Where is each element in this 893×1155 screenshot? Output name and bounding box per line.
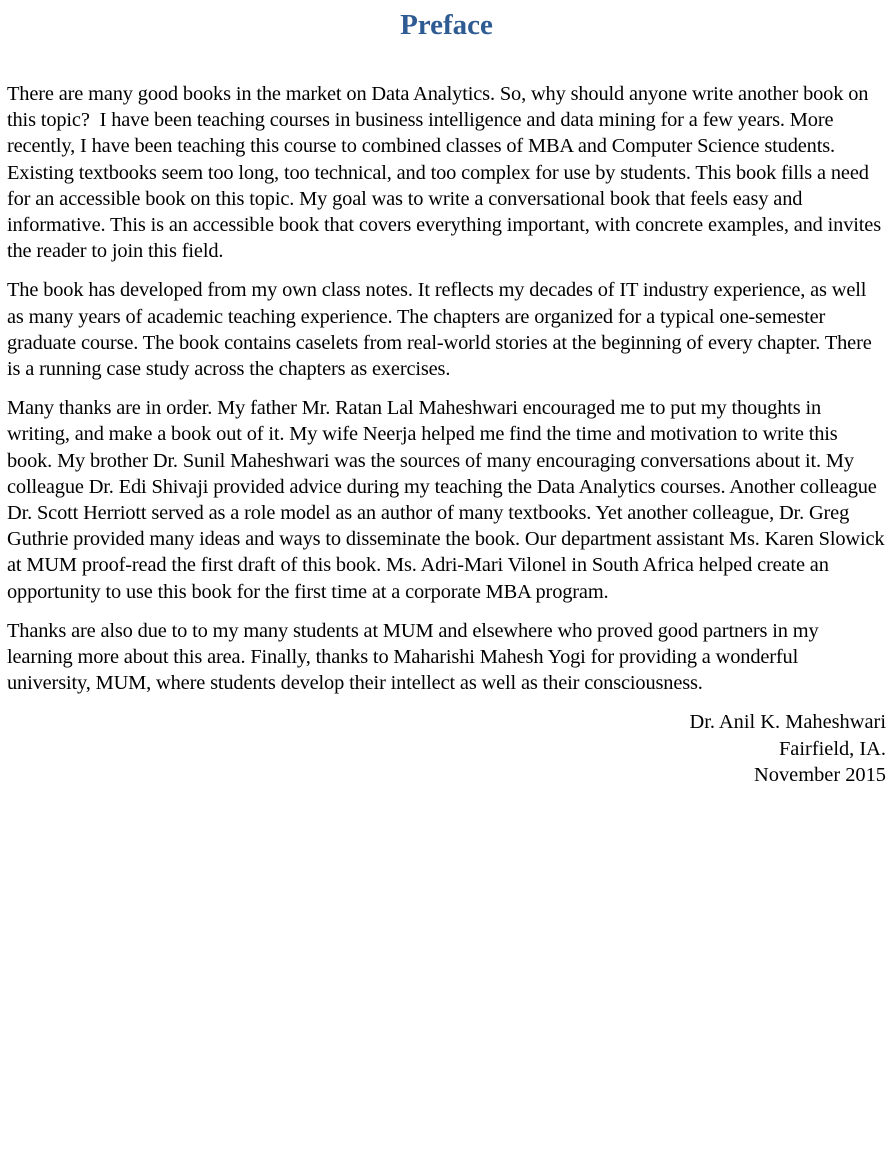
author-location: Fairfield, IA. [778,737,886,760]
page-title: Preface [400,9,493,41]
paragraph-2: The book has developed from my own class notes. It reflects my decades of IT industry experience, as well as many years of academic teaching experience. The chapters are organized for a typical one-semester graduate course. The book contains caselets from real-world stories at the beginning of every chapter. There is a running case study across the chapters as exercises. [7,279,872,381]
preface-page [7,0,886,788]
signature-block [7,709,886,788]
paragraph-1: There are many good books in the market on Data Analytics. So, why should anyone write another book on this topic? I have been teaching courses in business intelligence and data mining for a few years. More recently, I have been teaching this course to combined classes of MBA and Computer Science students. Existing textbooks seem too long, too technical, and too complex for use by students. This book fills a need for an accessible book on this topic. My goal was to write a conversational book that feels easy and informative. This is an accessible book that covers everything important, with concrete examples, and invites the reader to join this field. [7,83,881,263]
preface-body [7,81,886,696]
paragraph-3: Many thanks are in order. My father Mr. Ratan Lal Maheshwari encouraged me to put my thoughts in writing, and make a book out of it. My wife Neerja helped me find the time and motivation to write this book. My brother Dr. Sunil Maheshwari was the sources of many encouraging conversations about it. My colleague Dr. Edi Shivaji provided advice during my teaching the Data Analytics courses. Another colleague Dr. Scott Herriott served as a role model as an author of many textbooks. Yet another colleague, Dr. Greg Guthrie provided many ideas and ways to disseminate the book. Our department assistant Ms. Karen Slowick at MUM proof-read the first draft of this book. Ms. Adri-Mari Vilonel in South Africa helped create an opportunity to use this book for the first time at a corporate MBA program. [7,397,885,603]
paragraph-4: Thanks are also due to to my many students at MUM and elsewhere who proved good partners in my learning more about this area. Finally, thanks to Maharishi Mahesh Yogi for providing a wonderful university, MUM, where students develop their intellect as well as their consciousness. [7,619,819,695]
signature-date: November 2015 [754,763,886,786]
author-name: Dr. Anil K. Maheshwari [689,711,886,734]
